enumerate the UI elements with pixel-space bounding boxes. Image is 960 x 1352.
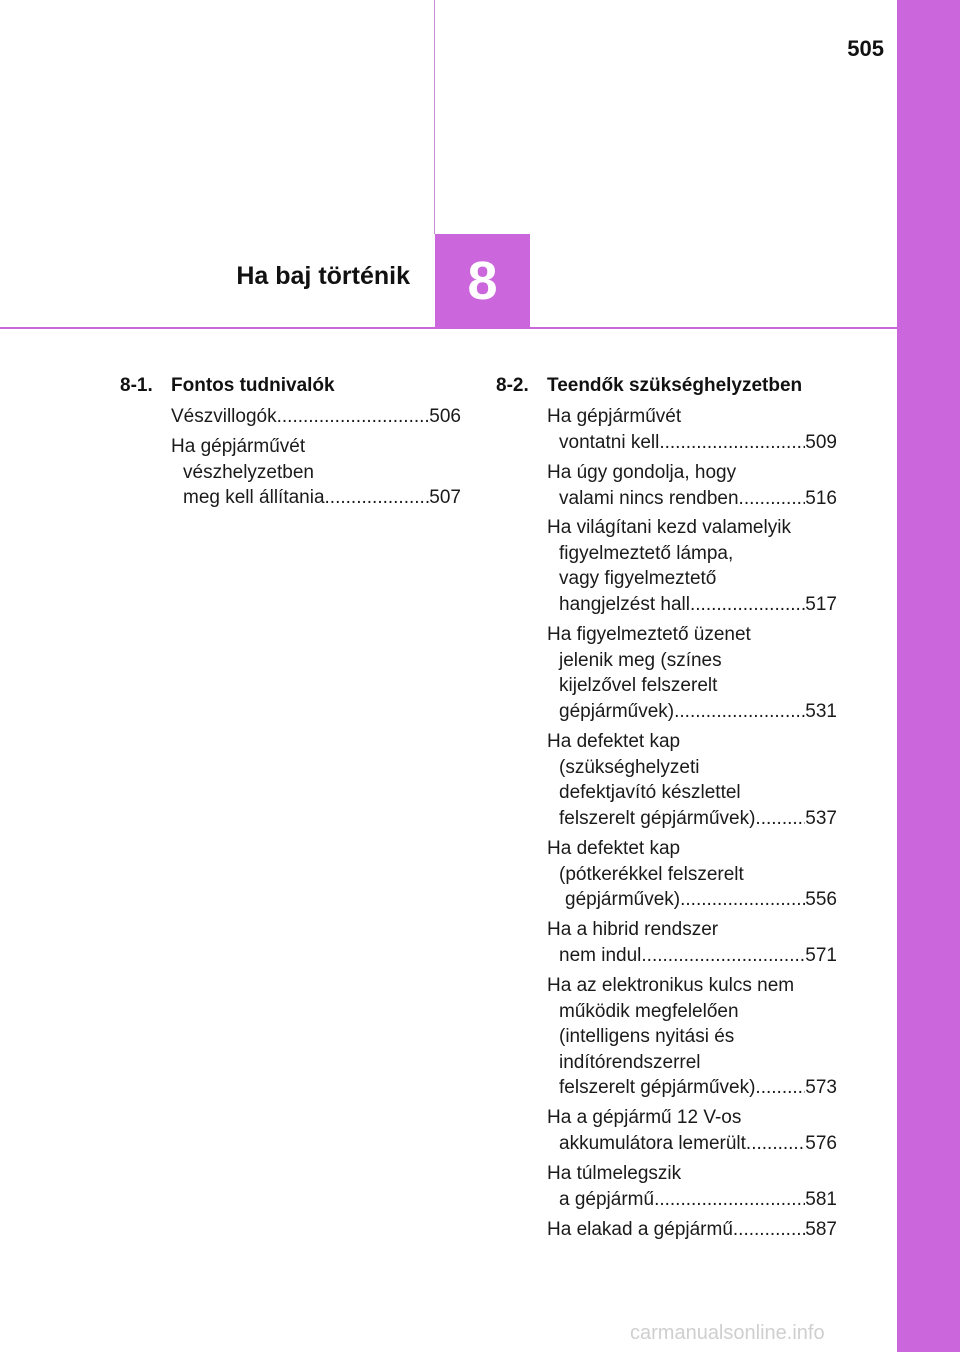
toc-entry-text: defektjavító készlettel: [559, 782, 741, 804]
toc-entry[interactable]: [547, 622, 837, 724]
toc-entry-text: Ha világítani kezd valamelyik: [547, 517, 791, 538]
dot-leader: [733, 1217, 805, 1243]
toc-entry[interactable]: [547, 836, 837, 913]
toc-entry[interactable]: [547, 1105, 837, 1156]
dot-leader: [680, 887, 805, 913]
toc-entry-text: Vészvillogók: [171, 406, 277, 427]
dot-leader: [654, 1187, 805, 1213]
toc-entry-text: Ha defektet kap: [547, 731, 681, 752]
toc-entry-text: felszerelt gépjárművek): [559, 807, 756, 829]
dot-leader: [325, 485, 430, 511]
toc-entry-text: Ha defektet kap: [547, 838, 681, 859]
toc-page-number: 556: [805, 889, 837, 911]
toc-page-number: 581: [805, 1188, 837, 1210]
dot-leader: [641, 943, 805, 969]
chapter-number-box: [435, 234, 530, 328]
dot-leader: [674, 699, 805, 725]
toc-entry-text: nem indul: [559, 944, 642, 966]
toc-entry-text: figyelmeztető lámpa,: [559, 542, 734, 564]
section-title: Teendők szükséghelyzetben: [547, 375, 803, 396]
toc-entry[interactable]: [547, 515, 837, 617]
toc-entry-text: meg kell állítania: [183, 487, 325, 509]
toc-page-number: 571: [805, 944, 837, 966]
toc-page-number: 573: [805, 1077, 837, 1099]
toc-entry-text: akkumulátora lemerült: [559, 1132, 746, 1154]
toc-entry-text: (szükséghelyzeti: [559, 756, 700, 778]
dot-leader: [277, 404, 430, 430]
toc-entry-text: Ha az elektronikus kulcs nem: [547, 975, 795, 996]
section-number: 8-1.: [120, 375, 153, 396]
toc-entry[interactable]: [547, 973, 837, 1101]
toc-entry[interactable]: [171, 404, 461, 430]
section-number: 8-2.: [496, 375, 529, 396]
toc-entry-text: Ha úgy gondolja, hogy: [547, 462, 737, 483]
dot-leader: [659, 430, 805, 456]
toc-entry-text: a gépjármű: [559, 1188, 655, 1210]
dot-leader: [746, 1131, 805, 1157]
toc-entry-text: jelenik meg (színes: [559, 649, 722, 671]
toc-entry[interactable]: [547, 1161, 837, 1212]
toc-entry-text: Ha gépjárművét: [171, 436, 306, 457]
page-number: 505: [847, 36, 884, 61]
toc-entry-text: Ha a gépjármű 12 V-os: [547, 1107, 742, 1128]
dot-leader: [755, 806, 805, 832]
toc-entry[interactable]: [547, 1217, 837, 1243]
toc-entry-text: vészhelyzetben: [183, 461, 314, 483]
watermark: carmanualsonline.info: [630, 1322, 825, 1344]
toc-entry-text: működik megfelelően: [559, 1000, 739, 1022]
toc-entry-text: hangjelzést hall: [559, 593, 690, 615]
chapter-side-tab: [897, 0, 960, 1352]
toc-page-number: 576: [805, 1132, 837, 1154]
toc-entry[interactable]: [171, 434, 461, 511]
toc-entry-text: (intelligens nyitási és: [559, 1026, 735, 1048]
section-title: Fontos tudnivalók: [171, 375, 335, 396]
toc-entry[interactable]: [547, 404, 837, 455]
toc-page-number: 531: [805, 700, 837, 722]
chapter-number: 8: [467, 251, 498, 311]
toc-entry[interactable]: [547, 917, 837, 968]
toc-entry[interactable]: [547, 729, 837, 831]
dot-leader: [690, 592, 805, 618]
chapter-title: Ha baj történik: [236, 262, 410, 290]
toc-page-number: 587: [805, 1219, 837, 1240]
toc-page-number: 509: [805, 431, 837, 453]
header-divider-vertical: [434, 0, 435, 234]
toc-entry-text: Ha a hibrid rendszer: [547, 919, 719, 940]
toc-entry-text: kijelzővel felszerelt: [559, 675, 718, 697]
toc-entry-text: Ha túlmelegszik: [547, 1163, 682, 1184]
section-heading-8-2: [496, 375, 836, 401]
toc-page-number: 507: [429, 487, 461, 509]
dot-leader: [755, 1075, 805, 1101]
toc-entry[interactable]: [547, 460, 837, 511]
section-heading-8-1: [120, 375, 450, 401]
toc-entry-text: felszerelt gépjárművek): [559, 1077, 756, 1099]
toc-entry-text: gépjárművek): [565, 889, 681, 911]
toc-entry-text: vagy figyelmeztető: [559, 568, 717, 590]
toc-page-number: 537: [805, 807, 837, 829]
toc-page-number: 506: [429, 406, 461, 427]
dot-leader: [739, 486, 806, 512]
toc-entry-text: vontatni kell: [559, 431, 660, 453]
toc-page-number: 516: [805, 487, 837, 509]
toc-entry-text: Ha gépjárművét: [547, 406, 682, 427]
toc-page-number: 517: [805, 593, 837, 615]
toc-entry-text: gépjárművek): [559, 700, 675, 722]
toc-entry-text: valami nincs rendben: [559, 487, 739, 509]
toc-entry-text: Ha figyelmeztető üzenet: [547, 624, 751, 645]
toc-entry-text: (pótkerékkel felszerelt: [559, 863, 744, 885]
toc-entry-text: Ha elakad a gépjármű: [547, 1219, 733, 1240]
toc-entry-text: indítórendszerrel: [559, 1051, 701, 1073]
